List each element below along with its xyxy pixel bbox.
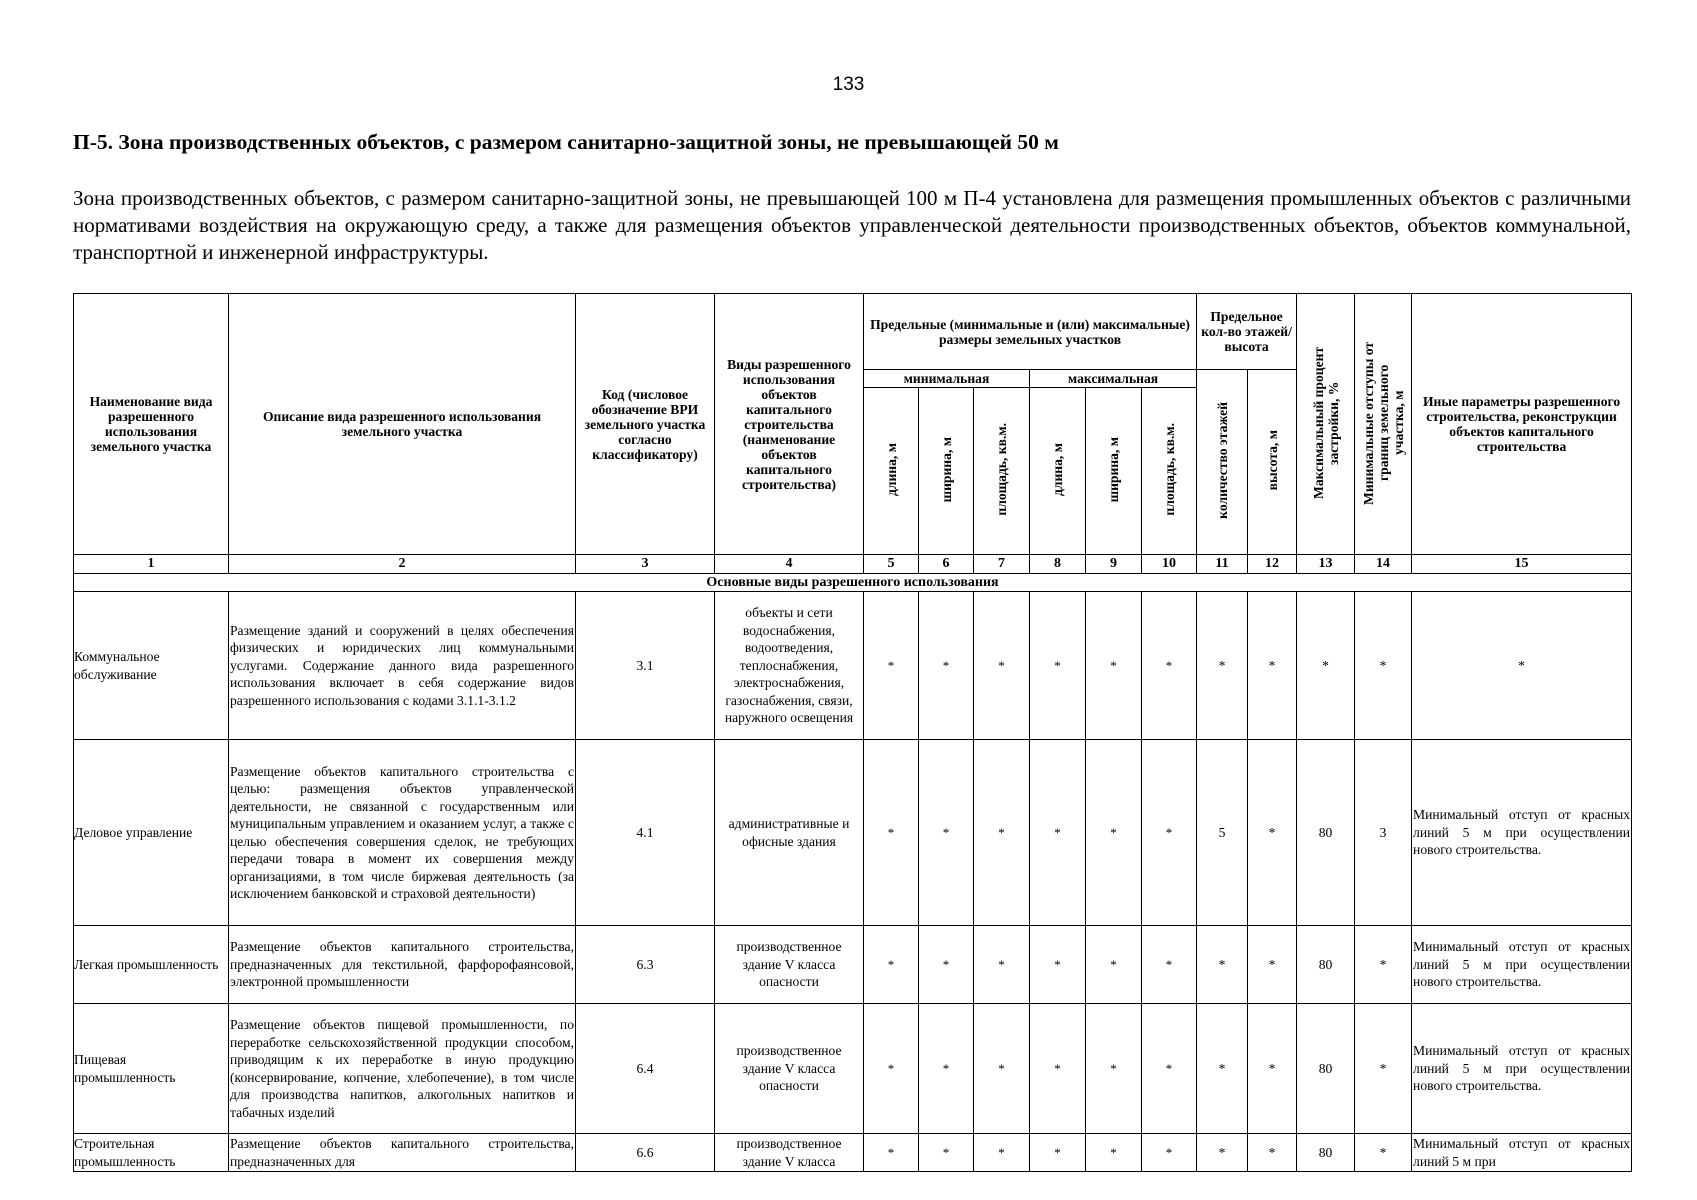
row-floors: * [1197, 926, 1248, 1004]
row-max-percent: 80 [1297, 1134, 1355, 1172]
header-max-percent: Максимальный процент застройки, % [1297, 294, 1355, 555]
row-max-area: * [1142, 926, 1197, 1004]
column-number-row [74, 555, 1632, 574]
row-floors: * [1197, 1134, 1248, 1172]
row-code: 6.6 [576, 1134, 715, 1172]
header-objects: Виды разрешенного использования объектов капитального строительства (наименование объектов капитального строительства) [715, 294, 864, 555]
header-max-area: площадь, кв.м. [1142, 388, 1197, 555]
table-row [74, 740, 1632, 926]
header-max-length: длина, м [1030, 388, 1086, 555]
row-name: Коммунальное обслуживание [74, 592, 229, 740]
row-max-area: * [1142, 1134, 1197, 1172]
row-min-length: * [864, 1134, 919, 1172]
header-code: Код (числовое обозначение ВРИ земельного участка согласно классификатору) [576, 294, 715, 555]
table-row [74, 592, 1632, 740]
row-height: * [1248, 1004, 1297, 1134]
row-objects: производственное здание V класса опасности [715, 926, 864, 1004]
row-height: * [1248, 740, 1297, 926]
row-floors: * [1197, 1004, 1248, 1134]
header-floors-group: Предельное кол-во этажей/ высота [1197, 294, 1297, 370]
row-name: Пищевая промышленность [74, 1004, 229, 1134]
row-other-params: Минимальный отступ от красных линий 5 м при осуществлении нового строительства. [1412, 926, 1632, 1004]
header-other-params: Иные параметры разрешенного строительства, реконструкции объектов капитального строительства [1412, 294, 1632, 555]
row-min-width: * [919, 1004, 974, 1134]
row-objects: производственное здание V класса [715, 1134, 864, 1172]
row-max-percent: * [1297, 592, 1355, 740]
header-height: высота, м [1248, 370, 1297, 555]
row-floors: * [1197, 592, 1248, 740]
column-number: 6 [919, 555, 974, 574]
row-max-area: * [1142, 1004, 1197, 1134]
header-min-length: длина, м [864, 388, 919, 555]
column-number: 8 [1030, 555, 1086, 574]
section-heading: П-5. Зона производственных объектов, с размером санитарно-защитной зоны, не превышающей 50 м [73, 130, 1059, 154]
page-number: 133 [832, 74, 865, 95]
row-max-width: * [1086, 1134, 1142, 1172]
column-number: 2 [229, 555, 576, 574]
row-floors: 5 [1197, 740, 1248, 926]
row-code: 3.1 [576, 592, 715, 740]
table-row [74, 926, 1632, 1004]
column-number: 14 [1355, 555, 1412, 574]
header-min-width: ширина, м [919, 388, 974, 555]
row-min-width: * [919, 592, 974, 740]
row-name: Строительная промышленность [74, 1134, 229, 1172]
row-min-width: * [919, 926, 974, 1004]
row-other-params: Минимальный отступ от красных линий 5 м при осуществлении нового строительства. [1412, 740, 1632, 926]
table-row [74, 1134, 1632, 1172]
row-other-params: Минимальный отступ от красных линий 5 м при [1412, 1134, 1632, 1172]
column-number: 10 [1142, 555, 1197, 574]
row-min-area: * [974, 1134, 1030, 1172]
section-title-row: Основные виды разрешенного использования [74, 574, 1632, 592]
column-number: 1 [74, 555, 229, 574]
row-min-length: * [864, 1004, 919, 1134]
header-max-width: ширина, м [1086, 388, 1142, 555]
column-number: 7 [974, 555, 1030, 574]
row-code: 6.4 [576, 1004, 715, 1134]
row-max-area: * [1142, 740, 1197, 926]
row-max-width: * [1086, 740, 1142, 926]
row-description: Размещение зданий и сооружений в целях обеспечения физических и юридических лиц коммунальными услугами. Содержание данного вида разрешенного использования включает в себя содержание видов разрешенного использования с кодами 3.1.1-3.1.2 [229, 592, 576, 740]
column-number: 4 [715, 555, 864, 574]
header-min-area: площадь, кв.м. [974, 388, 1030, 555]
row-other-params: * [1412, 592, 1632, 740]
column-number: 11 [1197, 555, 1248, 574]
header-floors: количество этажей [1197, 370, 1248, 555]
row-objects: производственное здание V класса опасности [715, 1004, 864, 1134]
header-min-setback: Минимальные отступы от границ земельного участка, м [1355, 294, 1412, 555]
row-min-length: * [864, 740, 919, 926]
row-code: 6.3 [576, 926, 715, 1004]
row-min-setback: * [1355, 926, 1412, 1004]
row-min-area: * [974, 740, 1030, 926]
row-other-params: Минимальный отступ от красных линий 5 м при осуществлении нового строительства. [1412, 1004, 1632, 1134]
row-max-percent: 80 [1297, 926, 1355, 1004]
row-min-length: * [864, 592, 919, 740]
row-name: Легкая промышленность [74, 926, 229, 1004]
intro-paragraph: Зона производственных объектов, с размером санитарно-защитной зоны, не превышающей 100 м П-4 установлена для размещения промышленных объектов с различными нормативами воздействия на окружающую среду, а также для размещения объектов управленческой деятельности производственных объектов, объектов коммунальной, транспортной и инженерной инфраструктуры. [73, 186, 1631, 264]
row-description: Размещение объектов пищевой промышленности, по переработке сельскохозяйственной продукции способом, приводящим к их переработке в иную продукцию (консервирование, копчение, хлебопечение), в том числе для производства напитков, алкогольных напитков и табачных изделий [229, 1004, 576, 1134]
row-objects: объекты и сети водоснабжения, водоотведения, теплоснабжения, электроснабжения, газоснабжения, связи, наружного освещения [715, 592, 864, 740]
row-name: Деловое управление [74, 740, 229, 926]
table-row [74, 1004, 1632, 1134]
row-min-setback: 3 [1355, 740, 1412, 926]
row-height: * [1248, 1134, 1297, 1172]
row-max-length: * [1030, 1134, 1086, 1172]
row-min-area: * [974, 926, 1030, 1004]
row-max-width: * [1086, 592, 1142, 740]
row-description: Размещение объектов капитального строительства с целью: размещения объектов управленческой деятельности, не связанной с государственным или муниципальным управлением и оказанием услуг, а также с целью обеспечения совершения сделок, не требующих передачи товара в момент их совершения между организациями, в том числе биржевая деятельность (за исключением банковской и страховой деятельности) [229, 740, 576, 926]
row-height: * [1248, 926, 1297, 1004]
header-description: Описание вида разрешенного использования земельного участка [229, 294, 576, 555]
column-number: 12 [1248, 555, 1297, 574]
row-min-setback: * [1355, 1134, 1412, 1172]
row-max-width: * [1086, 926, 1142, 1004]
header-limits: Предельные (минимальные и (или) максимальные) размеры земельных участков [864, 294, 1197, 370]
row-max-length: * [1030, 592, 1086, 740]
row-description: Размещение объектов капитального строительства, предназначенных для текстильной, фарфорофаянсовой, электронной промышленности [229, 926, 576, 1004]
row-min-width: * [919, 1134, 974, 1172]
row-min-length: * [864, 926, 919, 1004]
row-min-area: * [974, 592, 1030, 740]
row-min-area: * [974, 1004, 1030, 1134]
column-number: 13 [1297, 555, 1355, 574]
row-max-length: * [1030, 926, 1086, 1004]
row-max-percent: 80 [1297, 1004, 1355, 1134]
zoning-table [73, 293, 1632, 1172]
row-description: Размещение объектов капитального строительства, предназначенных для [229, 1134, 576, 1172]
header-max: максимальная [1030, 370, 1197, 388]
column-number: 15 [1412, 555, 1632, 574]
row-max-length: * [1030, 1004, 1086, 1134]
header-name: Наименование вида разрешенного использования земельного участка [74, 294, 229, 555]
row-height: * [1248, 592, 1297, 740]
row-min-setback: * [1355, 1004, 1412, 1134]
column-number: 9 [1086, 555, 1142, 574]
column-number: 3 [576, 555, 715, 574]
row-min-setback: * [1355, 592, 1412, 740]
row-objects: административные и офисные здания [715, 740, 864, 926]
header-min: минимальная [864, 370, 1030, 388]
row-max-length: * [1030, 740, 1086, 926]
row-max-width: * [1086, 1004, 1142, 1134]
column-number: 5 [864, 555, 919, 574]
row-max-percent: 80 [1297, 740, 1355, 926]
row-max-area: * [1142, 592, 1197, 740]
row-min-width: * [919, 740, 974, 926]
row-code: 4.1 [576, 740, 715, 926]
